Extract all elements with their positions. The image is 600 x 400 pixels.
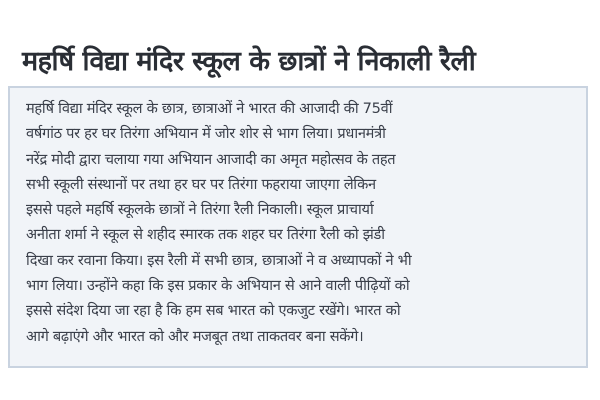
body-line: महर्षि विद्या मंदिर स्कूल के छात्र, छात्राओं ने भारत की आजादी की 75वीं: [26, 100, 393, 117]
body-line: वर्षगांठ पर हर घर तिरंगा अभियान में जोर शोर से भाग लिया। प्रधानमंत्री: [26, 125, 386, 143]
body-line: नरेंद्र मोदी द्वारा चलाया गया अभियान आजादी का अमृत महोत्सव के तहत: [26, 150, 396, 168]
body-line: दिखा कर रवाना किया। इस रैली में सभी छात्र, छात्राओं ने व अध्यापकों ने भी: [26, 251, 412, 269]
body-line: अनीता शर्मा ने स्कूल से शहीद स्मारक तक शहर घर तिरंगा रैली को झंडी: [26, 226, 385, 244]
body-line: सभी स्कूली संस्थानों पर तथा हर घर पर तिरंगा फहराया जाएगा लेकिन: [26, 175, 376, 193]
headline: महर्षि विद्या मंदिर स्कूल के छात्रों ने निकाली रैली: [22, 46, 476, 77]
body-line: इससे संदेश दिया जा रहा है कि हम सब भारत को एकजुट रखेंगे। भारत को: [26, 302, 401, 320]
body-line: आगे बढ़ाएंगे और भारत को और मजबूत तथा ताकतवर बना सकेंगे।: [26, 327, 364, 345]
article-box: [8, 86, 588, 368]
body-line: इससे पहले महर्षि स्कूलके छात्रों ने तिरंगा रैली निकाली। स्कूल प्राचार्या: [26, 201, 374, 219]
body-line: भाग लिया। उन्होंने कहा कि इस प्रकार के अभियान से आने वाली पीढ़ियों को: [26, 277, 410, 295]
article-body: [26, 96, 574, 349]
